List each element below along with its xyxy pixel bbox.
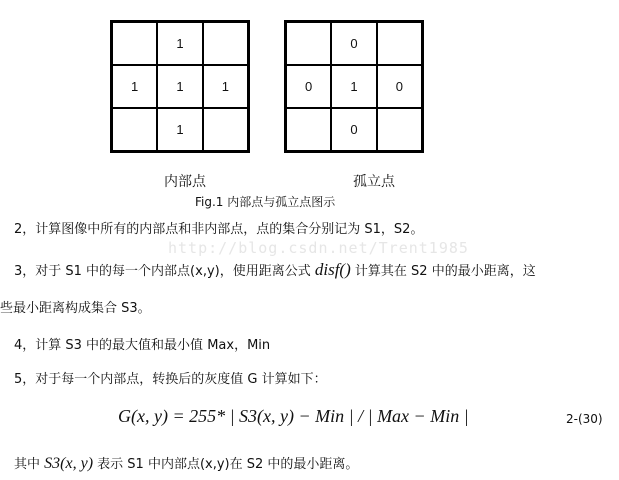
grid-cell: 1 [157, 65, 202, 108]
grid-cell: 0 [331, 22, 376, 65]
grid-cell [377, 108, 422, 151]
step-3-prefix: 3，对于 S1 中的每一个内部点(x,y)，使用距离公式 [14, 264, 311, 279]
grayscale-formula [118, 406, 469, 427]
grid-cell: 1 [331, 65, 376, 108]
note-symbol: S3(x, y) [44, 455, 94, 472]
interior-grid-label: 内部点 [164, 174, 206, 190]
note-text [14, 455, 358, 474]
distance-function: disf() [314, 260, 351, 279]
isolated-grid-label: 孤立点 [353, 174, 395, 190]
isolated-point-grid [284, 20, 424, 153]
grid-cell: 0 [377, 65, 422, 108]
step-4-text: 4，计算 S3 中的最大值和最小值 Max，Min [14, 338, 271, 353]
formula-text: G(x, y) = 255* | S3(x, y) − Min | / | Max − Min | [118, 406, 469, 426]
grid-cell [377, 22, 422, 65]
grid-cell [112, 108, 157, 151]
step-2-text: 2，计算图像中所有的内部点和非内部点，点的集合分别记为 S1，S2。 [14, 222, 424, 237]
grid-cell [112, 22, 157, 65]
step-3-suffix: 计算其在 S2 中的最小距离，这 [354, 264, 536, 279]
grid-cell [286, 108, 331, 151]
step-5-text: 5，对于每一个内部点，转换后的灰度值 G 计算如下： [14, 372, 327, 387]
step-3-text [14, 261, 536, 281]
grid-cell: 1 [157, 108, 202, 151]
interior-point-grid [110, 20, 250, 153]
grid-cell [203, 22, 248, 65]
grid-cell: 0 [331, 108, 376, 151]
equation-number: 2-(30) [566, 412, 603, 426]
figure-caption: Fig.1 内部点与孤立点图示 [195, 195, 336, 209]
grid-cell [286, 22, 331, 65]
step-3-continuation: 些最小距离构成集合 S3。 [0, 301, 151, 316]
note-prefix: 其中 [14, 457, 41, 472]
grid-cell: 1 [112, 65, 157, 108]
watermark: http://blog.csdn.net/Trent1985 [168, 239, 469, 257]
grid-cell [203, 108, 248, 151]
note-suffix: 表示 S1 中内部点(x,y)在 S2 中的最小距离。 [97, 457, 359, 472]
grid-cell: 1 [203, 65, 248, 108]
grid-cell: 1 [157, 22, 202, 65]
grid-cell: 0 [286, 65, 331, 108]
